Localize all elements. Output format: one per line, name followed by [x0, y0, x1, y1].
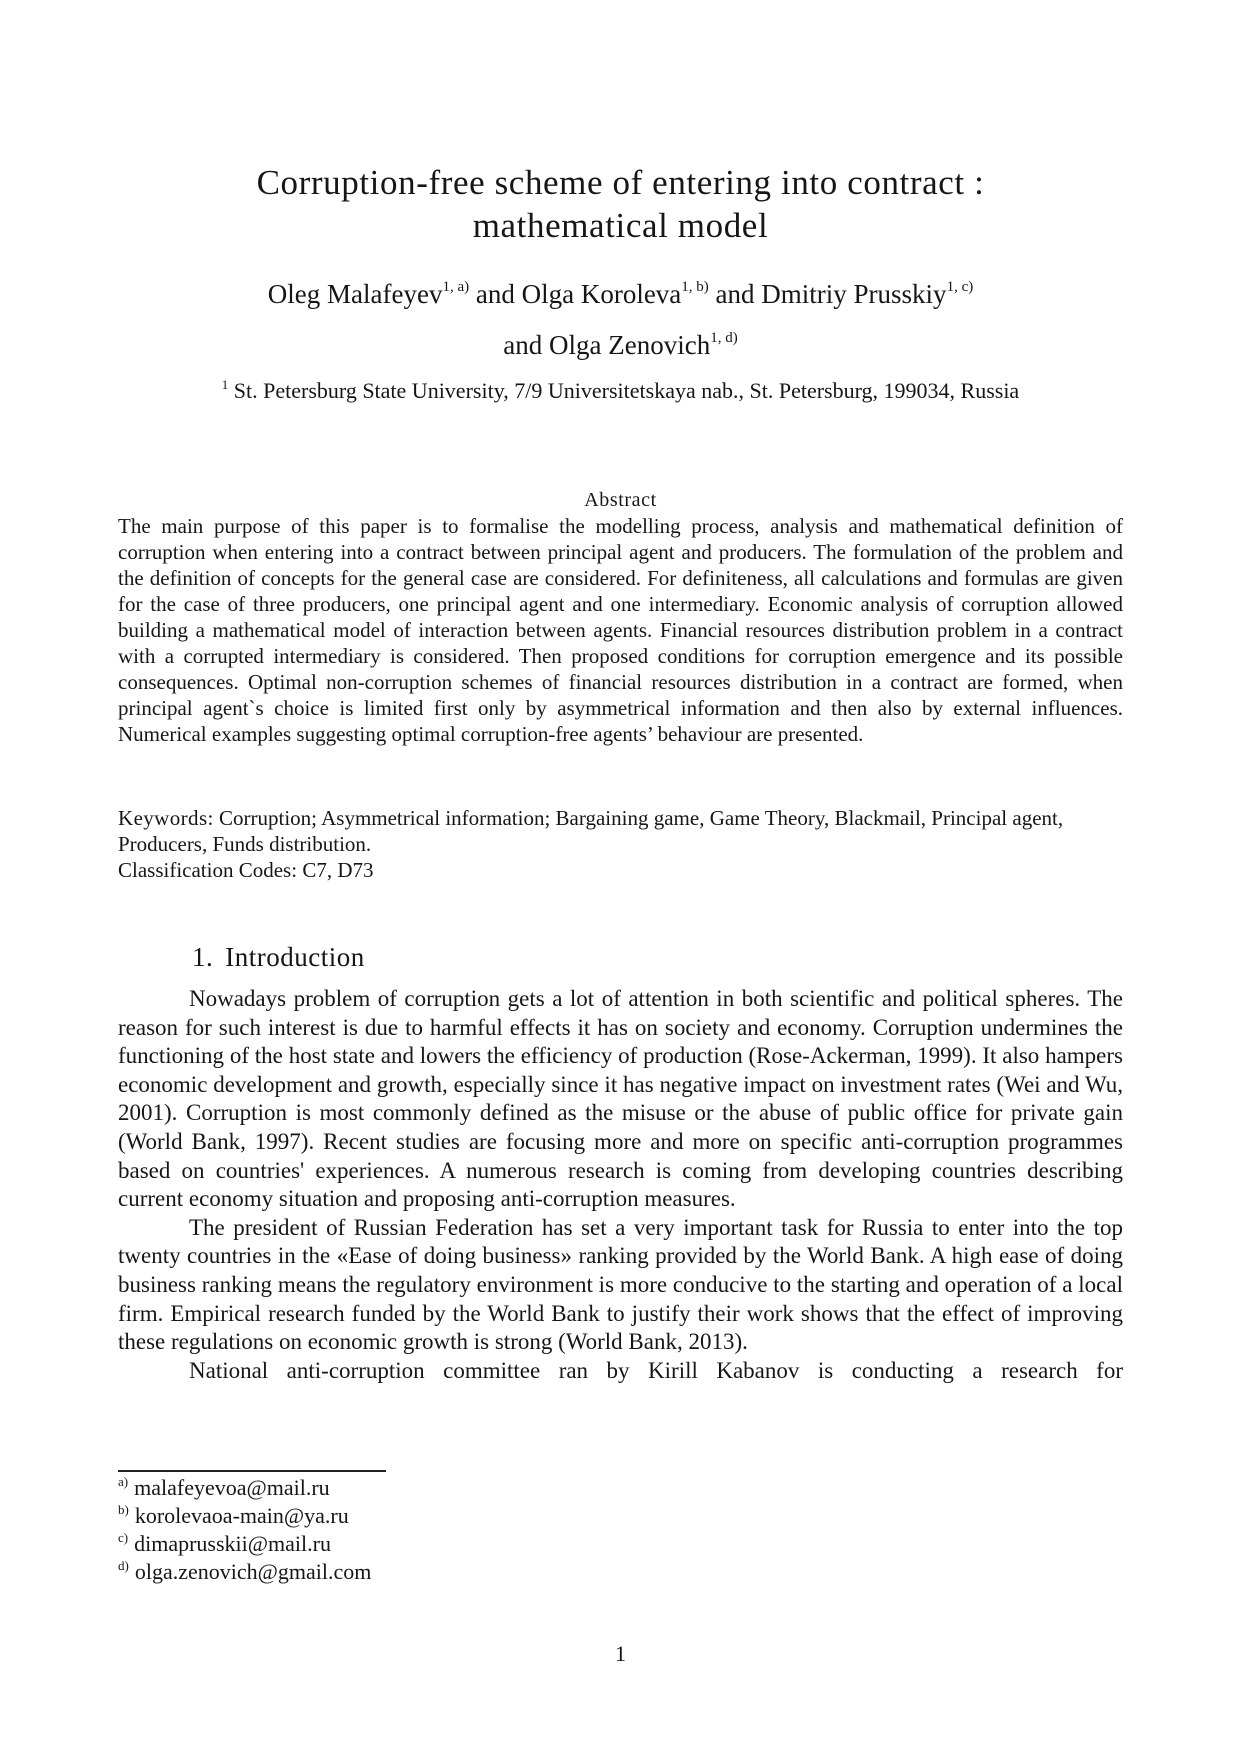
author-affiliation-mark: 1, c)	[946, 279, 974, 295]
footnote	[118, 1502, 371, 1530]
author-name: Dmitriy Prusskiy	[761, 279, 947, 309]
affiliation-text: St. Petersburg State University, 7/9 Universitetskaya nab., St. Petersburg, 199034, Russia	[233, 378, 1020, 403]
footnote-divider	[118, 1470, 386, 1472]
author-name: Oleg Malafeyev	[267, 279, 443, 309]
paragraph: National anti-corruption committee ran by Kirill Kabanov is conducting a research for	[189, 1357, 1123, 1383]
introduction-body	[118, 985, 1123, 1385]
footnote	[118, 1474, 371, 1502]
affiliation	[110, 377, 1131, 405]
footnote-mark: d)	[118, 1558, 129, 1573]
author-affiliation-mark: 1, a)	[442, 279, 470, 295]
title-line-2: mathematical model	[472, 206, 769, 245]
author-line-2	[120, 328, 1121, 362]
author-separator: and	[475, 279, 515, 309]
abstract-heading: Abstract	[584, 489, 657, 511]
footnote-email: olga.zenovich@gmail.com	[134, 1559, 372, 1584]
affiliation-mark: 1	[221, 377, 229, 392]
keywords	[118, 805, 1123, 857]
footnote-mark: a)	[118, 1474, 129, 1489]
footnote	[118, 1530, 371, 1558]
footnotes	[118, 1474, 371, 1586]
page-number: 1	[615, 1641, 626, 1666]
author-separator: and	[715, 279, 755, 309]
author-separator: and	[503, 330, 543, 360]
footnote-email: malafeyevoa@mail.ru	[134, 1475, 330, 1500]
paper-title	[150, 161, 1091, 247]
author-affiliation-mark: 1, d)	[710, 330, 738, 346]
footnote-email: korolevaoa-main@ya.ru	[134, 1503, 349, 1528]
footnote-mark: c)	[118, 1530, 129, 1545]
footnote-mark: b)	[118, 1502, 129, 1517]
classification-codes: Classification Codes: C7, D73	[118, 858, 374, 882]
keywords-label: Keywords:	[118, 806, 214, 830]
author-name: Olga Koroleva	[521, 279, 682, 309]
section-heading	[192, 940, 365, 974]
paragraph: Nowadays problem of corruption gets a lot of attention in both scientific and political spheres. The reason for such interest is due to harmful effects it has on society and economy. Corruption undermines the functioning of the host state and lowers the efficiency of production (Rose-Ackerman, 1999). It also hampers economic development and growth, especially since it has negative impact on investment rates (Wei and Wu, 2001). Corruption is most commonly defined as the misuse or the abuse of public office for private gain (World Bank, 1997). Recent studies are focusing more and more on specific anti-corruption programmes based on countries' experiences. A numerous research is coming from developing countries describing current economy situation and proposing anti-corruption measures.	[118, 986, 1123, 1212]
abstract-text: The main purpose of this paper is to formalise the modelling process, analysis and mathematical definition of corruption when entering into a contract between principal agent and producers. The formulation of the problem and the definition of concepts for the general case are considered. For definiteness, all calculations and formulas are given for the case of three producers, one principal agent and one intermediary. Economic analysis of corruption allowed building a mathematical model of interaction between agents. Financial resources distribution problem in a contract with a corrupted intermediary is considered. Then proposed conditions for corruption emergence and its possible consequences. Optimal non-corruption schemes of financial resources distribution in a contract are formed, when principal agent`s choice is limited first only by asymmetrical information and then also by external influences. Numerical examples suggesting optimal corruption-free agents’ behaviour are presented.	[118, 514, 1123, 746]
section-title: Introduction	[225, 942, 365, 972]
title-line-1: Corruption-free scheme of entering into contract :	[256, 163, 985, 202]
footnote-email: dimaprusskii@mail.ru	[134, 1531, 331, 1556]
author-line-1	[120, 277, 1121, 311]
author-name: Olga Zenovich	[549, 330, 711, 360]
paragraph: The president of Russian Federation has set a very important task for Russia to enter into the top twenty countries in the «Ease of doing business» ranking provided by the World Bank. A high ease of doing business ranking means the regulatory environment is more conducive to the starting and operation of a local firm. Empirical research funded by the World Bank to justify their work shows that the effect of improving these regulations on economic growth is strong (World Bank, 2013).	[118, 1214, 1123, 1355]
author-affiliation-mark: 1, b)	[681, 279, 709, 295]
footnote	[118, 1558, 371, 1586]
keywords-text: Corruption; Asymmetrical information; Bargaining game, Game Theory, Blackmail, Principal agent, Producers, Funds distribution.	[118, 806, 1064, 856]
section-number: 1.	[192, 942, 214, 972]
